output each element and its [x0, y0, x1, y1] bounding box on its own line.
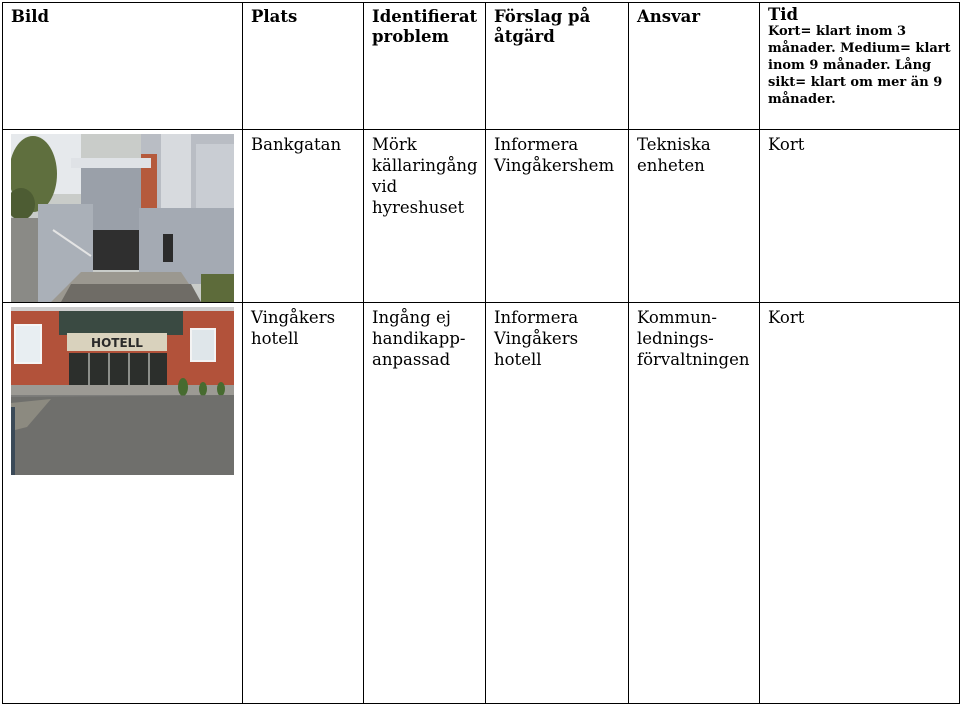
cell-problem: Mörk källaringång vid hyreshuset — [364, 130, 486, 303]
cell-ansvar: Kommun-lednings-förvaltningen — [629, 303, 760, 704]
photo-hotel-entrance — [11, 307, 234, 475]
header-bild: Bild — [3, 3, 243, 130]
header-tid — [760, 3, 960, 130]
hotel-sign-text: HOTELL — [91, 336, 143, 350]
photo-cell — [3, 303, 243, 704]
cell-tid: Kort — [760, 130, 960, 303]
cell-plats: Vingåkers hotell — [243, 303, 364, 704]
header-tid-label: Tid — [768, 5, 799, 24]
cell-forslag: Informera Vingåkershem — [486, 130, 629, 303]
header-problem: Identifierat problem — [364, 3, 486, 130]
inventory-table — [2, 2, 960, 704]
photo-cell — [3, 130, 243, 303]
header-row — [3, 3, 960, 130]
cell-ansvar: Tekniska enheten — [629, 130, 760, 303]
photo-basement-entrance — [11, 134, 234, 302]
header-ansvar: Ansvar — [629, 3, 760, 130]
cell-plats: Bankgatan — [243, 130, 364, 303]
header-forslag: Förslag på åtgärd — [486, 3, 629, 130]
table-row — [3, 303, 960, 704]
cell-problem: Ingång ej handikapp-anpassad — [364, 303, 486, 704]
cell-forslag: Informera Vingåkers hotell — [486, 303, 629, 704]
table-row — [3, 130, 960, 303]
header-plats: Plats — [243, 3, 364, 130]
cell-tid: Kort — [760, 303, 960, 704]
header-tid-note: Kort= klart inom 3 månader. Medium= klart inom 9 månader. Lång sikt= klart om mer än 9 månader. — [768, 24, 951, 107]
